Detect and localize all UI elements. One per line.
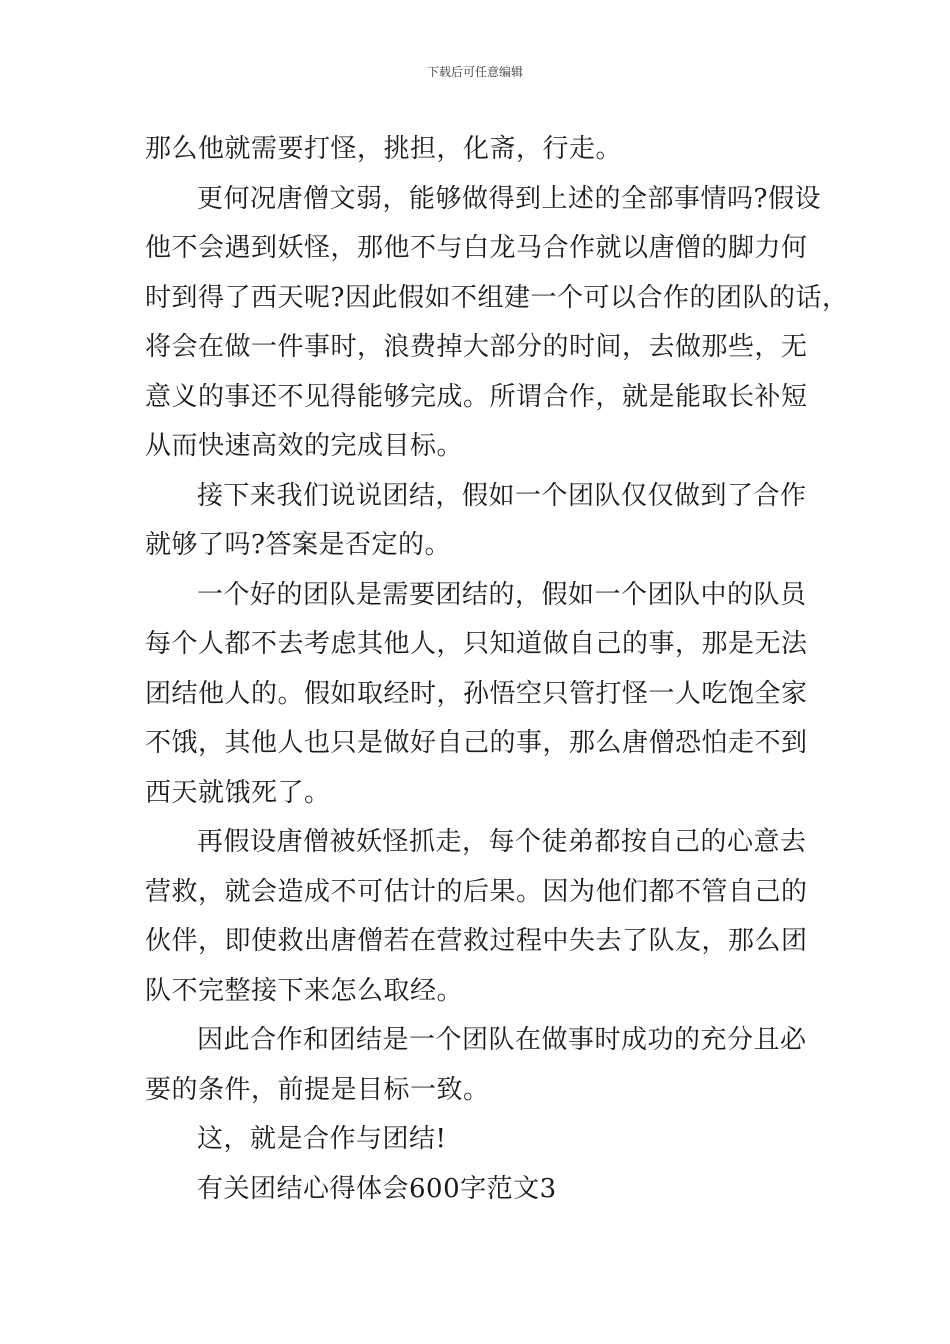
text-line: 那么他就需要打怪，挑担，化斋，行走。 [145, 134, 623, 164]
page-header: 下载后可任意编辑 [426, 65, 523, 79]
document-body [145, 125, 849, 1214]
text-line: 从而快速高效的完成目标。 [145, 431, 464, 461]
text-line: 更何况唐僧文弱，能够做得到上述的全部事情吗?假设 [197, 183, 821, 214]
text-line: 接下来我们说说团结，假如一个团队仅仅做到了合作 [197, 480, 807, 511]
text-line: 团结他人的。假如取经时，孙悟空只管打怪一人吃饱全家 [145, 678, 808, 709]
text-line: 一个好的团队是需要团结的，假如一个团队中的队员 [197, 579, 807, 610]
text-line: 这，就是合作与团结! [197, 1124, 447, 1154]
text-line: 再假设唐僧被妖怪抓走，每个徒弟都按自己的心意去 [197, 827, 807, 857]
text-line: 每个人都不去考虑其他人，只知道做自己的事，那是无法 [145, 629, 808, 659]
section-heading: 有关团结心得体会600字范文3 [197, 1173, 557, 1204]
text-line: 他不会遇到妖怪，那他不与白龙马合作就以唐僧的脚力何 [145, 233, 808, 263]
text-line: 意义的事还不见得能够完成。所谓合作，就是能取长补短 [145, 381, 808, 412]
text-line: 队不完整接下来怎么取经。 [145, 975, 464, 1006]
text-line: 将会在做一件事时，浪费掉大部分的时间，去做那些，无 [145, 332, 808, 362]
text-line: 因此合作和团结是一个团队在做事时成功的充分且必 [197, 1025, 807, 1055]
text-line: 西天就饿死了。 [145, 777, 331, 808]
text-line: 时到得了西天呢?因此假如不组建一个可以合作的团队的话， [145, 282, 849, 313]
text-line: 要的条件，前提是目标一致。 [145, 1074, 490, 1105]
text-line: 不饿，其他人也只是做好自己的事，那么唐僧恐怕走不到 [145, 728, 808, 758]
text-line: 就够了吗?答案是否定的。 [145, 530, 451, 560]
text-line: 营救，就会造成不可估计的后果。因为他们都不管自己的 [145, 876, 808, 907]
text-line: 伙伴，即使救出唐僧若在营救过程中失去了队友，那么团 [145, 926, 808, 956]
